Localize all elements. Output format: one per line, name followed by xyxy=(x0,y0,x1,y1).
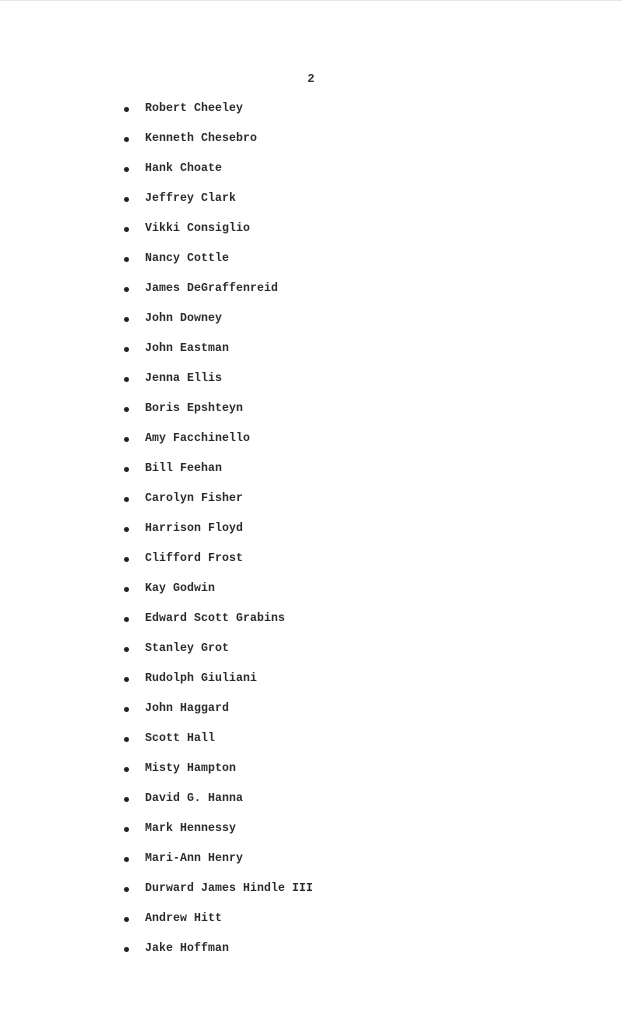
person-name: Carolyn Fisher xyxy=(145,492,244,505)
bullet-icon xyxy=(124,557,129,562)
bullet-icon xyxy=(124,797,129,802)
person-name: Amy Facchinello xyxy=(145,432,251,445)
person-name: Stanley Grot xyxy=(145,642,230,655)
list-item xyxy=(124,730,313,760)
person-name: John Eastman xyxy=(145,342,230,355)
list-item xyxy=(124,340,313,370)
bullet-icon xyxy=(124,257,129,262)
person-name: Mark Hennessy xyxy=(145,822,237,835)
list-item xyxy=(124,100,313,130)
person-name: Jake Hoffman xyxy=(145,942,230,955)
bullet-icon xyxy=(124,137,129,142)
person-name: John Haggard xyxy=(145,702,230,715)
person-name: Vikki Consiglio xyxy=(145,222,251,235)
bullet-icon xyxy=(124,197,129,202)
list-item xyxy=(124,310,313,340)
person-name: David G. Hanna xyxy=(145,792,244,805)
list-item xyxy=(124,670,313,700)
list-item xyxy=(124,940,313,970)
list-item xyxy=(124,220,313,250)
list-item xyxy=(124,550,313,580)
bullet-icon xyxy=(124,767,129,772)
person-name: Jeffrey Clark xyxy=(145,192,237,205)
bullet-icon xyxy=(124,377,129,382)
bullet-icon xyxy=(124,737,129,742)
person-name: Harrison Floyd xyxy=(145,522,244,535)
bullet-icon xyxy=(124,947,129,952)
list-item xyxy=(124,880,313,910)
list-item xyxy=(124,490,313,520)
bullet-icon xyxy=(124,227,129,232)
list-item xyxy=(124,160,313,190)
list-item xyxy=(124,700,313,730)
person-name: Andrew Hitt xyxy=(145,912,223,925)
person-name: Edward Scott Grabins xyxy=(145,612,286,625)
list-item xyxy=(124,370,313,400)
page-number: 2 xyxy=(307,72,315,86)
list-item xyxy=(124,760,313,790)
bullet-icon xyxy=(124,617,129,622)
list-item xyxy=(124,820,313,850)
bullet-icon xyxy=(124,287,129,292)
list-item xyxy=(124,130,313,160)
person-name: James DeGraffenreid xyxy=(145,282,279,295)
bullet-icon xyxy=(124,857,129,862)
person-name: Kenneth Chesebro xyxy=(145,132,258,145)
list-item xyxy=(124,460,313,490)
bullet-icon xyxy=(124,587,129,592)
person-name: Robert Cheeley xyxy=(145,102,244,115)
person-name: Scott Hall xyxy=(145,732,216,745)
list-item xyxy=(124,910,313,940)
bullet-icon xyxy=(124,317,129,322)
bullet-icon xyxy=(124,677,129,682)
list-item xyxy=(124,580,313,610)
bullet-icon xyxy=(124,827,129,832)
person-name: Boris Epshteyn xyxy=(145,402,244,415)
person-name: Nancy Cottle xyxy=(145,252,230,265)
list-item xyxy=(124,190,313,220)
person-name: Rudolph Giuliani xyxy=(145,672,258,685)
list-item xyxy=(124,790,313,820)
list-item xyxy=(124,280,313,310)
bullet-icon xyxy=(124,887,129,892)
person-name: Durward James Hindle III xyxy=(145,882,314,895)
bullet-icon xyxy=(124,347,129,352)
list-item xyxy=(124,250,313,280)
bullet-icon xyxy=(124,407,129,412)
person-name: Hank Choate xyxy=(145,162,223,175)
list-item xyxy=(124,850,313,880)
person-name: John Downey xyxy=(145,312,223,325)
person-name: Clifford Frost xyxy=(145,552,244,565)
bullet-icon xyxy=(124,647,129,652)
person-name: Jenna Ellis xyxy=(145,372,223,385)
bullet-icon xyxy=(124,707,129,712)
bullet-icon xyxy=(124,527,129,532)
list-item xyxy=(124,640,313,670)
list-item xyxy=(124,400,313,430)
person-name: Misty Hampton xyxy=(145,762,237,775)
list-item xyxy=(124,610,313,640)
person-name: Mari-Ann Henry xyxy=(145,852,244,865)
bullet-icon xyxy=(124,437,129,442)
bullet-icon xyxy=(124,107,129,112)
person-name: Kay Godwin xyxy=(145,582,216,595)
bullet-icon xyxy=(124,167,129,172)
bullet-icon xyxy=(124,497,129,502)
person-name: Bill Feehan xyxy=(145,462,223,475)
name-list xyxy=(124,100,313,970)
list-item xyxy=(124,430,313,460)
bullet-icon xyxy=(124,467,129,472)
list-item xyxy=(124,520,313,550)
bullet-icon xyxy=(124,917,129,922)
